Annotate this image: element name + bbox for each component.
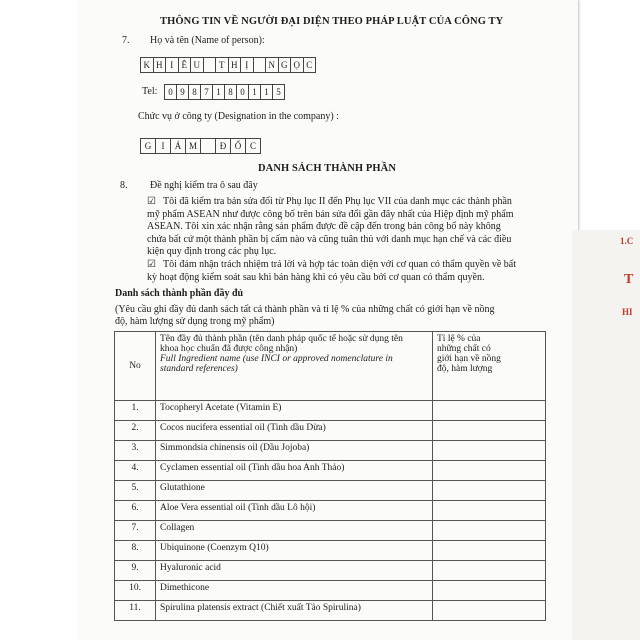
char-box: [200, 138, 215, 154]
ingredients-table: [114, 331, 546, 621]
checkbox-2[interactable]: [147, 259, 156, 270]
row-number: 11.: [115, 601, 156, 621]
side-stamp-2: T: [624, 272, 634, 287]
full-list-title: Danh sách thành phần đầy đủ: [115, 288, 244, 299]
header-name: Tên đầy đủ thành phần (tên danh pháp quốc tế hoặc sử dụng tên khoa học chuẩn đã được công nhận) Full Ingredient name (use INCI or approved nomenclature in standard references): [156, 332, 433, 401]
table-row: [115, 421, 546, 441]
char-box: Á: [170, 138, 185, 154]
char-box: G: [278, 57, 291, 73]
char-box: Ố: [230, 138, 245, 154]
table-header-row: [115, 332, 546, 401]
checkbox-2-text: Tôi đảm nhận trách nhiệm trả lời và hợp tác toàn diện với cơ quan có thẩm quyền về bất kỳ hoạt động kiểm soát sau khi bán hàng khi có yêu cầu bởi cơ quan có thẩm quyền.: [147, 259, 516, 283]
table-row: [115, 401, 546, 421]
char-box: I: [155, 138, 170, 154]
row-number: 7.: [115, 521, 156, 541]
char-box: 9: [176, 84, 188, 100]
row-number: 2.: [115, 421, 156, 441]
ingredient-percentage[interactable]: [433, 421, 546, 441]
table-row: [115, 581, 546, 601]
table-row: [115, 461, 546, 481]
ingredient-percentage[interactable]: [433, 501, 546, 521]
ingredient-name: Spirulina platensis extract (Chiết xuất Tảo Spirulina): [156, 601, 433, 621]
header-no: No: [115, 332, 156, 401]
underlying-page: [572, 230, 640, 640]
ingredient-name: Ubiquinone (Coenzym Q10): [156, 541, 433, 561]
ingredient-percentage[interactable]: [433, 541, 546, 561]
table-row: [115, 541, 546, 561]
row-number: 1.: [115, 401, 156, 421]
char-box: 5: [272, 84, 285, 100]
ingredient-percentage[interactable]: [433, 401, 546, 421]
row-number: 5.: [115, 481, 156, 501]
checkbox-1-text: Tôi đã kiểm tra bản sửa đổi từ Phụ lục II đến Phụ lục VII của danh mục các thành phần mỹ phẩm ASEAN như được công bố trên bản sửa đổi gần đây nhất của Hiệp định mỹ phẩm ASEAN. Tôi xin xác nhận rằng sản phẩm được đề cập đến trong bản công bố này không chứa bất cứ một thành phần bị cấm nào và cũng tuân thủ với danh mục hạn chế và các điều kiện quy định trong các phụ lục.: [147, 196, 514, 257]
char-box: 1: [260, 84, 272, 100]
table-row: [115, 521, 546, 541]
tel-label: Tel:: [142, 86, 158, 97]
char-box: Ọ: [290, 57, 303, 73]
char-box: T: [215, 57, 228, 73]
char-box: C: [245, 138, 261, 154]
char-box: [253, 57, 266, 73]
ingredient-percentage[interactable]: [433, 441, 546, 461]
position-label: Chức vụ ở công ty (Designation in the company) :: [138, 111, 339, 122]
table-row: [115, 601, 546, 621]
tel-box-row: [164, 84, 285, 100]
full-list-note: (Yêu cầu ghi đầy đủ danh sách tất cả thành phần và tỉ lệ % của những chất có giới hạn về nồng độ, hàm lượng sử dụng trong mỹ phẩm): [115, 304, 495, 327]
document-title: THÔNG TIN VỀ NGƯỜI ĐẠI DIỆN THEO PHÁP LUẬT CỦA CÔNG TY: [160, 16, 504, 27]
section-7-number: 7.: [122, 35, 130, 46]
side-stamp-1: 1.C: [620, 236, 634, 246]
checkbox-1-mark: ☑: [147, 196, 156, 207]
char-box: Đ: [215, 138, 230, 154]
char-box: Ê: [178, 57, 191, 73]
row-number: 9.: [115, 561, 156, 581]
header-percentage: Tỉ lệ % của những chất có giới hạn về nồng độ, hàm lượng: [433, 332, 546, 401]
ingredient-name: Collagen: [156, 521, 433, 541]
char-box: H: [153, 57, 166, 73]
table-row: [115, 441, 546, 461]
position-box-row: [140, 138, 261, 154]
section-8-number: 8.: [120, 180, 128, 191]
row-number: 4.: [115, 461, 156, 481]
side-stamp-3: HI: [622, 307, 633, 317]
char-box: 0: [236, 84, 248, 100]
char-box: U: [190, 57, 203, 73]
char-box: M: [185, 138, 200, 154]
ingredient-name: Simmondsia chinensis oil (Dầu Jojoba): [156, 441, 433, 461]
table-row: [115, 501, 546, 521]
ingredients-title: DANH SÁCH THÀNH PHẦN: [258, 163, 397, 174]
table-row: [115, 481, 546, 501]
char-box: 1: [212, 84, 224, 100]
row-number: 8.: [115, 541, 156, 561]
char-box: 8: [224, 84, 236, 100]
row-number: 3.: [115, 441, 156, 461]
char-box: I: [165, 57, 178, 73]
request-label: Đề nghị kiểm tra ô sau đây: [150, 180, 258, 191]
ingredient-percentage[interactable]: [433, 601, 546, 621]
char-box: C: [303, 57, 317, 73]
ingredient-name: Cocos nucifera essential oil (Tinh dầu Dừa): [156, 421, 433, 441]
char-box: Ị: [240, 57, 253, 73]
char-box: 1: [248, 84, 260, 100]
ingredient-percentage[interactable]: [433, 461, 546, 481]
char-box: 7: [200, 84, 212, 100]
ingredient-name: Dimethicone: [156, 581, 433, 601]
char-box: 8: [188, 84, 200, 100]
ingredient-percentage[interactable]: [433, 481, 546, 501]
ingredient-percentage[interactable]: [433, 561, 546, 581]
checkbox-1[interactable]: [147, 196, 156, 207]
table-row: [115, 561, 546, 581]
char-box: 0: [164, 84, 176, 100]
ingredient-name: Tocopheryl Acetate (Vitamin E): [156, 401, 433, 421]
name-label: Họ và tên (Name of person):: [150, 35, 265, 46]
ingredient-percentage[interactable]: [433, 521, 546, 541]
char-box: N: [265, 57, 278, 73]
char-box: G: [140, 138, 155, 154]
ingredient-name: Hyaluronic acid: [156, 561, 433, 581]
char-box: [203, 57, 216, 73]
row-number: 10.: [115, 581, 156, 601]
ingredient-percentage[interactable]: [433, 581, 546, 601]
name-box-row: [140, 57, 316, 73]
ingredient-name: Aloe Vera essential oil (Tinh dầu Lô hội): [156, 501, 433, 521]
checkbox-2-mark: ☑: [147, 259, 156, 270]
ingredient-name: Glutathione: [156, 481, 433, 501]
char-box: K: [140, 57, 153, 73]
ingredient-name: Cyclamen essential oil (Tinh dầu hoa Anh Thảo): [156, 461, 433, 481]
row-number: 6.: [115, 501, 156, 521]
char-box: H: [228, 57, 241, 73]
